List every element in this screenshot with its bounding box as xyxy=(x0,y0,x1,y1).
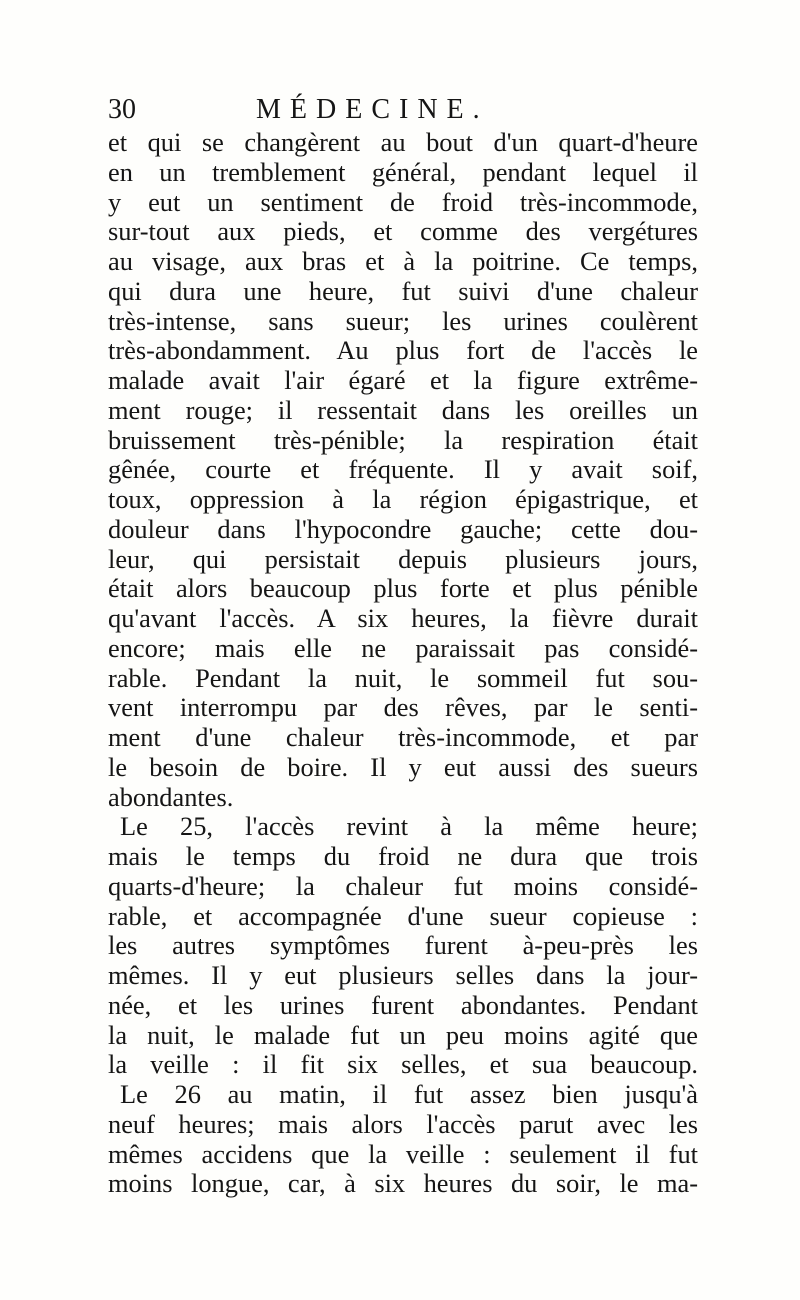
text-line: neuf heures; mais alors l'accès parut avec les xyxy=(108,1108,698,1139)
text-line: rable. Pendant la nuit, le sommeil fut sou- xyxy=(108,662,698,693)
text-line: le besoin de boire. Il y eut aussi des sueurs xyxy=(108,751,698,782)
text-line: bruissement très-pénible; la respiration était xyxy=(108,424,698,455)
text-line: au visage, aux bras et à la poitrine. Ce temps, xyxy=(108,246,698,276)
text-line: sur-tout aux pieds, et comme des vergétures xyxy=(108,216,698,247)
text-line: rable, et accompagnée d'une sueur copieuse : xyxy=(108,900,698,931)
text-line: douleur dans l'hypocondre gauche; cette dou- xyxy=(108,513,698,544)
text-line: toux, oppression à la région épigastrique, et xyxy=(108,484,698,514)
text-line: mais le temps du froid ne dura que trois xyxy=(108,841,698,871)
text-line: était alors beaucoup plus forte et plus pénible xyxy=(108,573,698,604)
page-number: 30 xyxy=(108,94,136,125)
text-line: malade avait l'air égaré et la figure extrême- xyxy=(108,365,698,395)
text-line: très-intense, sans sueur; les urines coulèrent xyxy=(108,305,698,336)
text-line: mêmes. Il y eut plusieurs selles dans la jour- xyxy=(108,960,698,990)
text-line: Le 26 au matin, il fut assez bien jusqu'à xyxy=(120,1079,698,1109)
text-line: vent interrompu par des rêves, par le senti- xyxy=(108,692,698,723)
text-line: qui dura une heure, fut suivi d'une chaleur xyxy=(108,275,698,306)
text-line: leur, qui persistait depuis plusieurs jours, xyxy=(108,543,698,574)
text-line: moins longue, car, à six heures du soir, le ma- xyxy=(108,1168,698,1199)
text-line: qu'avant l'accès. A six heures, la fièvre durait xyxy=(108,603,698,633)
text-line: gênée, courte et fréquente. Il y avait soif, xyxy=(108,454,698,485)
text-line: les autres symptômes furent à-peu-près les xyxy=(108,930,698,961)
page-header xyxy=(108,92,698,128)
text-line: en un tremblement général, pendant lequel il xyxy=(108,156,698,187)
running-title: MÉDECINE. xyxy=(256,94,489,125)
text-line: ment rouge; il ressentait dans les oreilles un xyxy=(108,394,698,425)
text-line: encore; mais elle ne paraissait pas considé- xyxy=(108,632,698,663)
text-line: y eut un sentiment de froid très-incommode, xyxy=(108,186,698,217)
text-line: ment d'une chaleur très-incommode, et par xyxy=(108,722,698,752)
text-line: née, et les urines furent abondantes. Pendant xyxy=(108,989,698,1020)
text-line: la veille : il fit six selles, et sua beaucoup. xyxy=(108,1049,698,1080)
text-line: mêmes accidens que la veille : seulement il fut xyxy=(108,1138,698,1169)
text-line: la nuit, le malade fut un peu moins agité que xyxy=(108,1019,698,1050)
body-text xyxy=(108,128,698,1199)
text-line: quarts-d'heure; la chaleur fut moins considé- xyxy=(108,870,698,901)
text-line: et qui se changèrent au bout d'un quart-d'heure xyxy=(108,127,698,157)
text-line: abondantes. xyxy=(108,781,234,812)
text-line: très-abondamment. Au plus fort de l'accès le xyxy=(108,335,698,366)
text-line: Le 25, l'accès revint à la même heure; xyxy=(120,811,698,842)
